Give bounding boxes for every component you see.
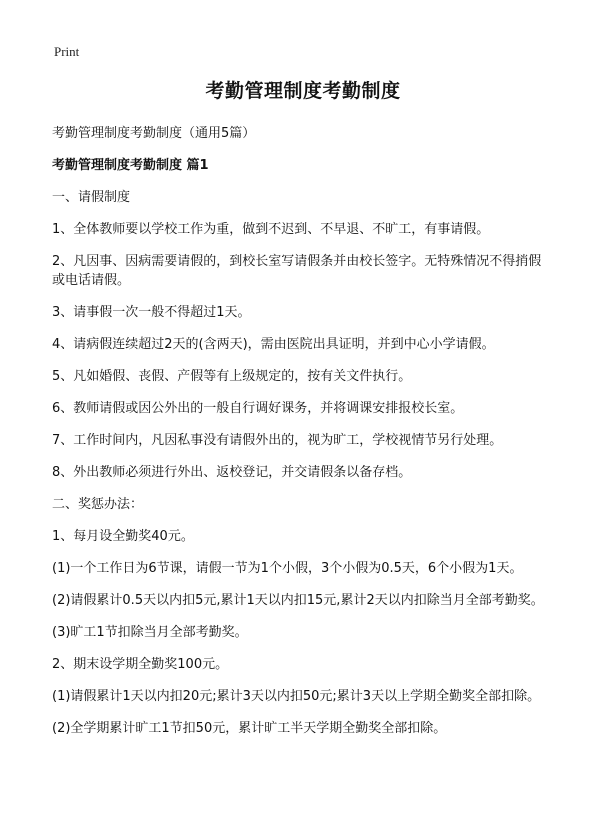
paragraph: 一、请假制度 (52, 190, 131, 205)
paragraph: (2)请假累计0.5天以内扣5元,累计1天以内扣15元,累计2天以内扣除当月全部考勤奖。 (52, 593, 544, 608)
paragraph: 3、请事假一次一般不得超过1天。 (52, 305, 251, 320)
document-title: 考勤管理制度考勤制度 (205, 80, 401, 102)
paragraph: 2、凡因事、因病需要请假的，到校长室写请假条并由校长签字。无特殊情况不得捎假或电话请假。 (52, 254, 542, 288)
document-subtitle: 考勤管理制度考勤制度（通用5篇） (52, 126, 256, 141)
paragraph: (1)一个工作日为6节课，请假一节为1个小假，3个小假为0.5天，6个小假为1天。 (52, 561, 523, 576)
paragraph: 7、工作时间内，凡因私事没有请假外出的，视为旷工，学校视情节另行处理。 (52, 433, 503, 448)
paragraph: 1、每月设全勤奖40元。 (52, 529, 194, 544)
paragraph: 1、全体教师要以学校工作为重，做到不迟到、不早退、不旷工，有事请假。 (52, 222, 490, 237)
paragraph: 4、请病假连续超过2天的(含两天)，需由医院出具证明，并到中心小学请假。 (52, 337, 495, 352)
paragraph: 2、期末设学期全勤奖100元。 (52, 657, 229, 672)
paragraph: 二、奖惩办法： (52, 497, 144, 512)
paragraph: 6、教师请假或因公外出的一般自行调好课务，并将调课安排报校长室。 (52, 401, 464, 416)
paragraph: (3)旷工1节扣除当月全部考勤奖。 (52, 625, 248, 640)
section-heading: 考勤管理制度考勤制度 篇1 (52, 158, 209, 173)
paragraph: 5、凡如婚假、丧假、产假等有上级规定的，按有关文件执行。 (52, 369, 412, 384)
paragraph: 8、外出教师必须进行外出、返校登记，并交请假条以备存档。 (52, 465, 412, 480)
print-label[interactable]: Print (54, 44, 80, 59)
paragraph: (1)请假累计1天以内扣20元;累计3天以内扣50元;累计3天以上学期全勤奖全部扣除。 (52, 689, 541, 704)
paragraph: (2)全学期累计旷工1节扣50元，累计旷工半天学期全勤奖全部扣除。 (52, 721, 447, 736)
